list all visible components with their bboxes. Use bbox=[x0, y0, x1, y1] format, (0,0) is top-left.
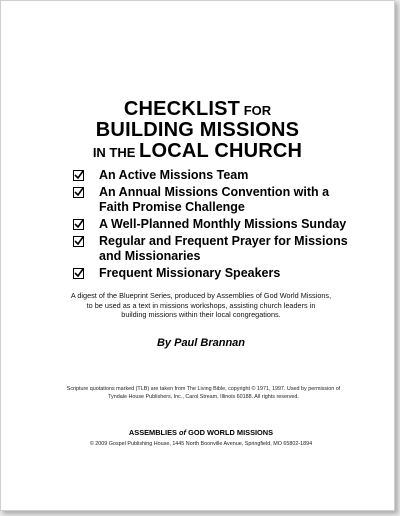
checkbox-checked-icon bbox=[73, 170, 84, 181]
checklist-item bbox=[73, 168, 373, 183]
checkbox-checked-icon bbox=[73, 236, 84, 247]
checklist-item-text: An Annual Missions Convention with a Faith Promise Challenge bbox=[99, 185, 330, 214]
digest-paragraph: A digest of the Blueprint Series, produced by Assemblies of God World Missions, to be used as a text in missions workshops, assisting church leaders in building missions within their local congregations. bbox=[70, 291, 332, 319]
checklist bbox=[73, 168, 373, 283]
checkbox-checked-icon bbox=[73, 268, 84, 279]
checkbox-checked-icon bbox=[73, 187, 84, 198]
title-line-3 bbox=[1, 140, 394, 163]
title-for: FOR bbox=[240, 103, 272, 118]
checklist-item bbox=[73, 185, 373, 215]
publisher-name: ASSEMBLIES of GOD WORLD MISSIONS bbox=[128, 428, 274, 437]
checklist-item bbox=[73, 234, 373, 264]
title-local-church: LOCAL CHURCH bbox=[139, 140, 303, 162]
checkbox-checked-icon bbox=[73, 219, 84, 230]
title-building-missions: BUILDING MISSIONS bbox=[95, 119, 300, 141]
checklist-item-text: A Well-Planned Monthly Missions Sunday bbox=[99, 217, 347, 231]
checklist-item bbox=[73, 217, 373, 232]
title-line-1 bbox=[1, 98, 394, 121]
scripture-notice: Scripture quotations marked (TLB) are taken from The Living Bible, copyright © 1971, 1997. Used by permission of Tyndale House Publishers, Inc., Carol Stream, Illinois 60188. All rights reserved. bbox=[66, 386, 341, 400]
title-checklist: CHECKLIST bbox=[123, 98, 241, 120]
author-byline: By Paul Brannan bbox=[156, 337, 246, 349]
checklist-item-text: Frequent Missionary Speakers bbox=[99, 266, 281, 280]
title-line-2 bbox=[1, 119, 394, 142]
checklist-item bbox=[73, 266, 373, 281]
copyright-line: © 2009 Gospel Publishing House, 1445 North Boonville Avenue, Springfield, MO 65802-1894 bbox=[89, 441, 313, 447]
checklist-item-text: Regular and Frequent Prayer for Missions and Missionaries bbox=[99, 234, 348, 263]
checklist-item-text: An Active Missions Team bbox=[99, 168, 249, 182]
title-in-the: IN THE bbox=[92, 145, 140, 160]
